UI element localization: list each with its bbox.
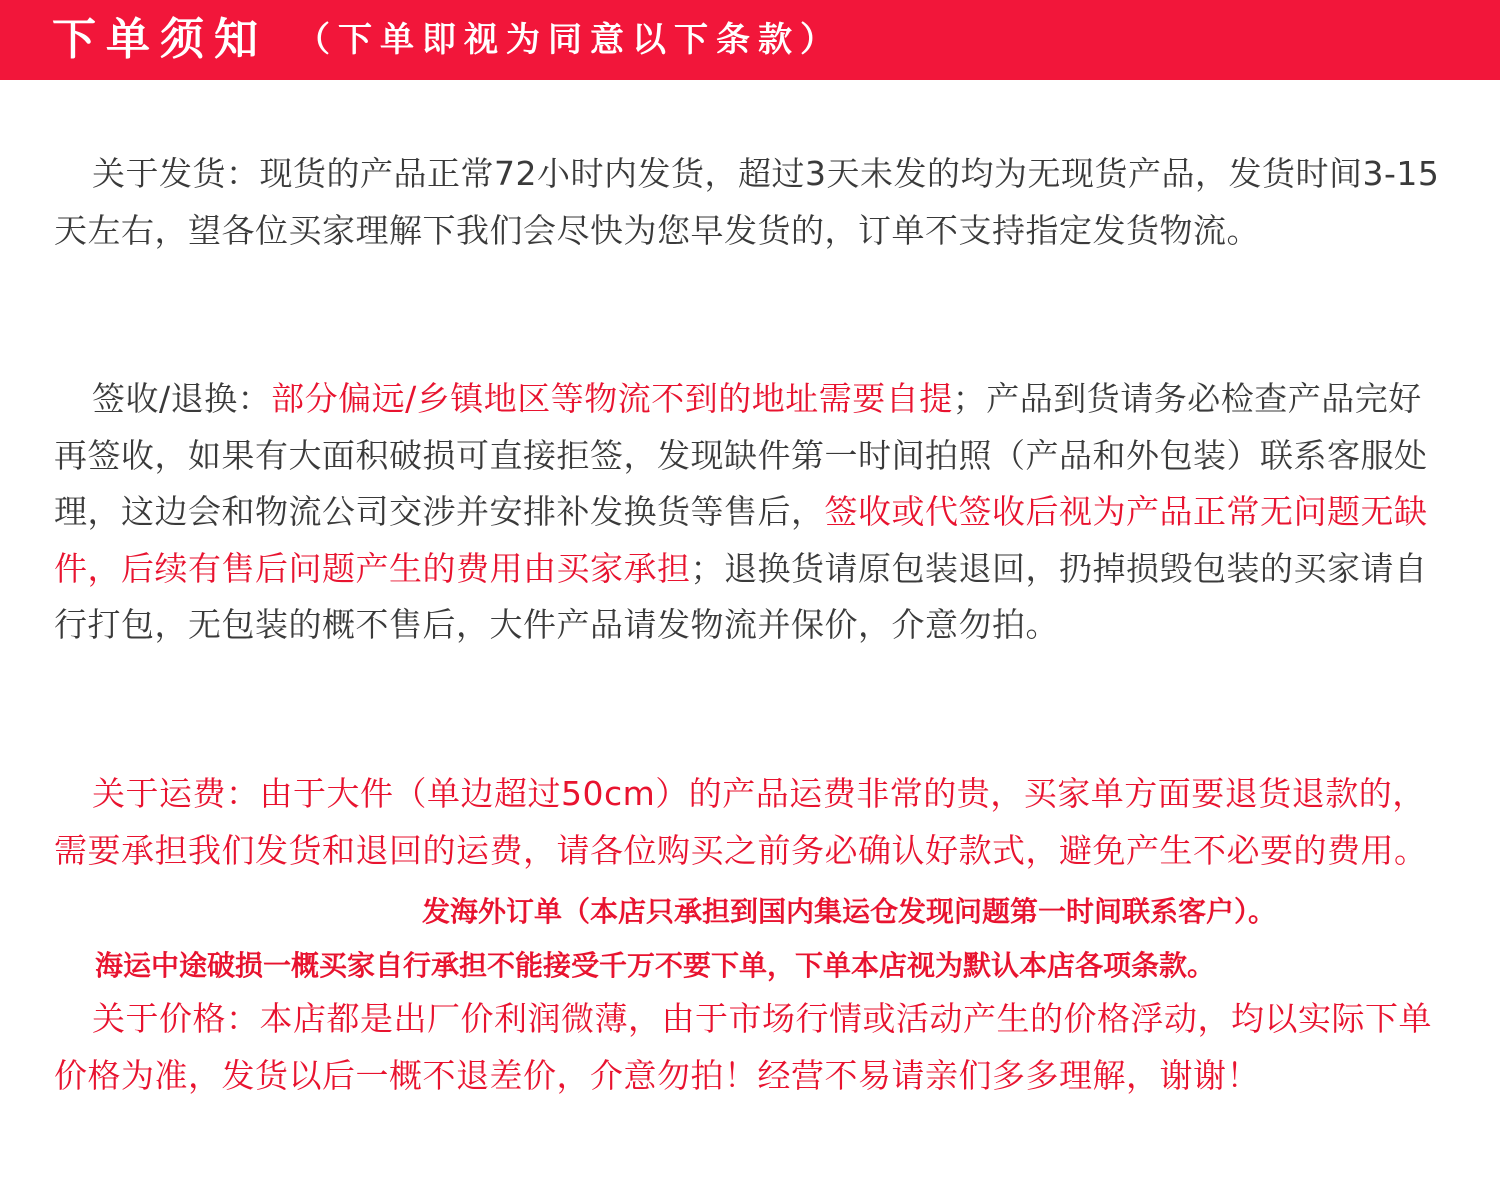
receipt-red-note-2: 签收或代签收后视为产品正常无问题无缺件，后续有售后问题产生的费用由买家承担 <box>54 492 1428 588</box>
receipt-return-paragraph <box>54 371 1454 654</box>
overseas-note-1: 发海外订单（本店只承担到国内集运仓发现问题第一时间联系客户）。 <box>422 895 1277 928</box>
header-subtitle: （下单即视为同意以下条款） <box>296 20 842 60</box>
receipt-red-note-1: 部分偏远/乡镇地区等物流不到的地址需要自提 <box>271 379 953 418</box>
notice-header <box>0 0 1500 80</box>
receipt-label: 签收/退换： <box>92 379 272 418</box>
shipping-text: 关于发货：现货的产品正常72小时内发货，超过3天未发的均为无现货产品，发货时间3-15天左右，望各位买家理解下我们会尽快为您早发货的，订单不支持指定发货物流。 <box>54 154 1440 250</box>
price-paragraph <box>54 991 1454 1104</box>
receipt-text-1: ；产品到货请务必检查产品完好再签收，如果有大面积破损可直接拒签，发现缺件第一时间拍照（产品和外包装）联系客服处理，这边会和物流公司交涉并安排补发换货等售后， <box>54 379 1428 531</box>
freight-text: 关于运费：由于大件（单边超过50cm）的产品运费非常的贵，买家单方面要退货退款的，需要承担我们发货和退回的运费，请各位购买之前务必确认好款式，避免产生不必要的费用。 <box>54 774 1428 870</box>
freight-paragraph <box>54 766 1454 879</box>
header-title: 下单须知 <box>52 14 268 65</box>
receipt-text-2: ；退换货请原包装退回，扔掉损毁包装的买家请自行打包，无包装的概不售后，大件产品请发物流并保价，介意勿拍。 <box>54 548 1428 644</box>
shipping-paragraph <box>54 146 1454 259</box>
overseas-note-2: 海运中途破损一概买家自行承担不能接受千万不要下单，下单本店视为默认本店各项条款。 <box>95 949 1216 982</box>
price-text: 关于价格：本店都是出厂价利润微薄，由于市场行情或活动产生的价格浮动，均以实际下单价格为准，发货以后一概不退差价，介意勿拍！经营不易请亲们多多理解，谢谢！ <box>54 999 1432 1095</box>
